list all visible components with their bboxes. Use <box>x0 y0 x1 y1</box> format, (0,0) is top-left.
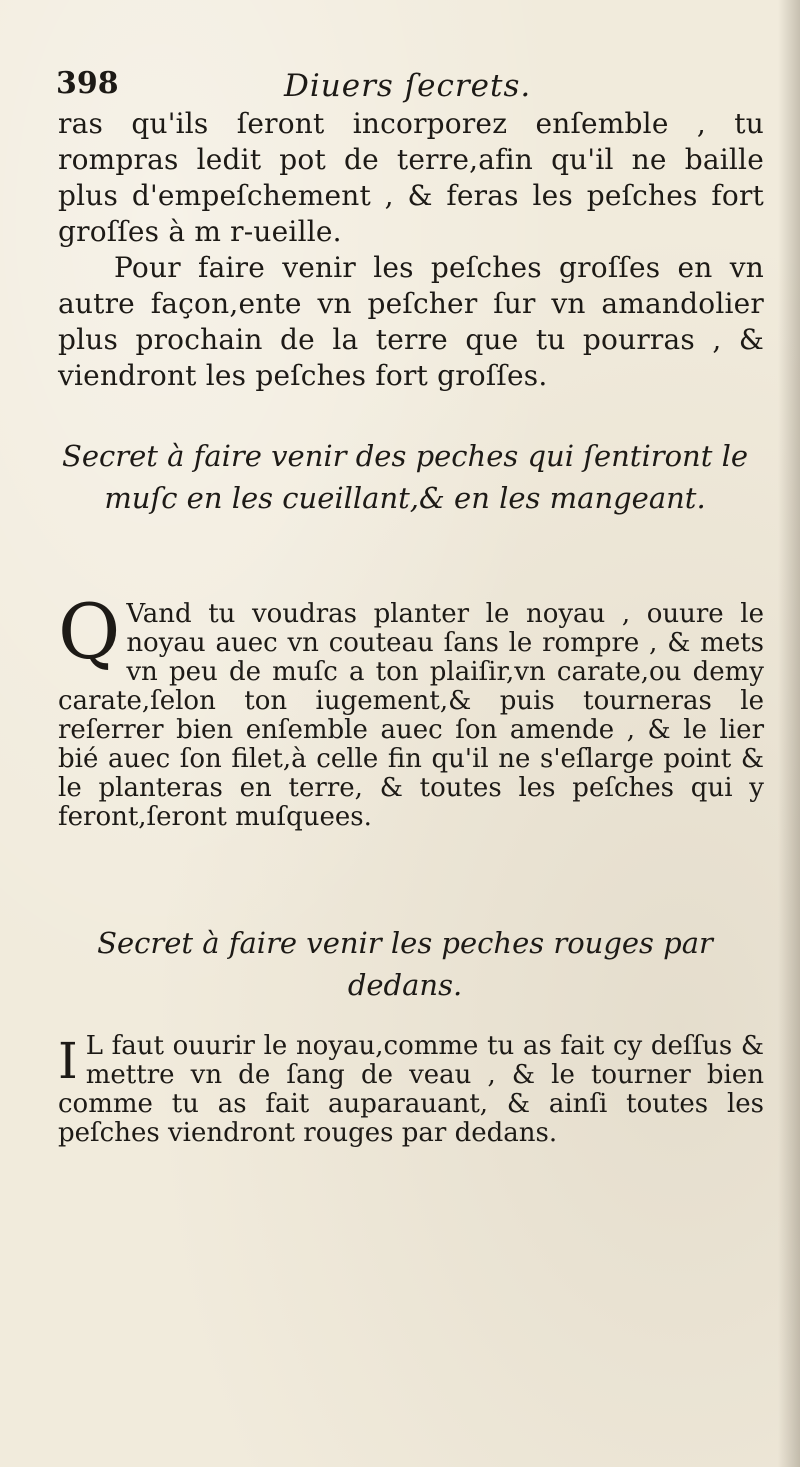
page-header <box>56 66 756 106</box>
paragraph-continuation: ras qu'ils ſeront incorporez enſemble , tu rompras ledit pot de terre,afin qu'il ne baille plus d'empeſchement , & feras les peſches fort groſſes à m r-ueille. <box>58 107 764 248</box>
drop-cap-letter: I <box>58 1032 78 1090</box>
paragraph-second-method: Pour faire venir les peſches groſſes en vn autre façon,ente vn peſcher ſur vn amandolier plus prochain de la terre que tu pourras , & viendront les peſches fort groſſes. <box>58 251 764 392</box>
section-heading-musk-peaches: Secret à faire venir des peches qui ſentiront le muſc en les cueillant,& en les mangeant. <box>61 439 749 515</box>
section-body-text: L faut ouurir le noyau,comme tu as fait cy deſſus & mettre vn de ſang de veau , & le tourner bien comme tu as fait auparauant, & ainſi toutes les peſches viendront rouges par dedans. <box>58 1031 764 1148</box>
page-edge-shadow <box>778 0 800 1467</box>
section-body-musk-peaches <box>58 587 764 832</box>
section-body-text: Vand tu voudras planter le noyau , ouure le noyau auec vn couteau ſans le rompre , & mets vn peu de muſc a ton plaiſir,vn carate,ou demy carate,ſelon ton iugement,& puis tourneras le reſerrer bien enſemble auec ſon amende , & le lier bié auec ſon filet,à celle fin qu'il ne s'eſlarge point & le planteras en terre, & toutes les peſches qui y feront,ſeront muſquees. <box>58 599 764 832</box>
drop-cap-letter: Q <box>58 587 121 676</box>
section-body-red-peaches <box>58 1032 764 1148</box>
section-heading-red-peaches: Secret à faire venir les peches rouges par dedans. <box>97 926 713 1002</box>
page-number: 398 <box>56 66 119 101</box>
running-head: Diuers ſecrets. <box>284 68 532 104</box>
